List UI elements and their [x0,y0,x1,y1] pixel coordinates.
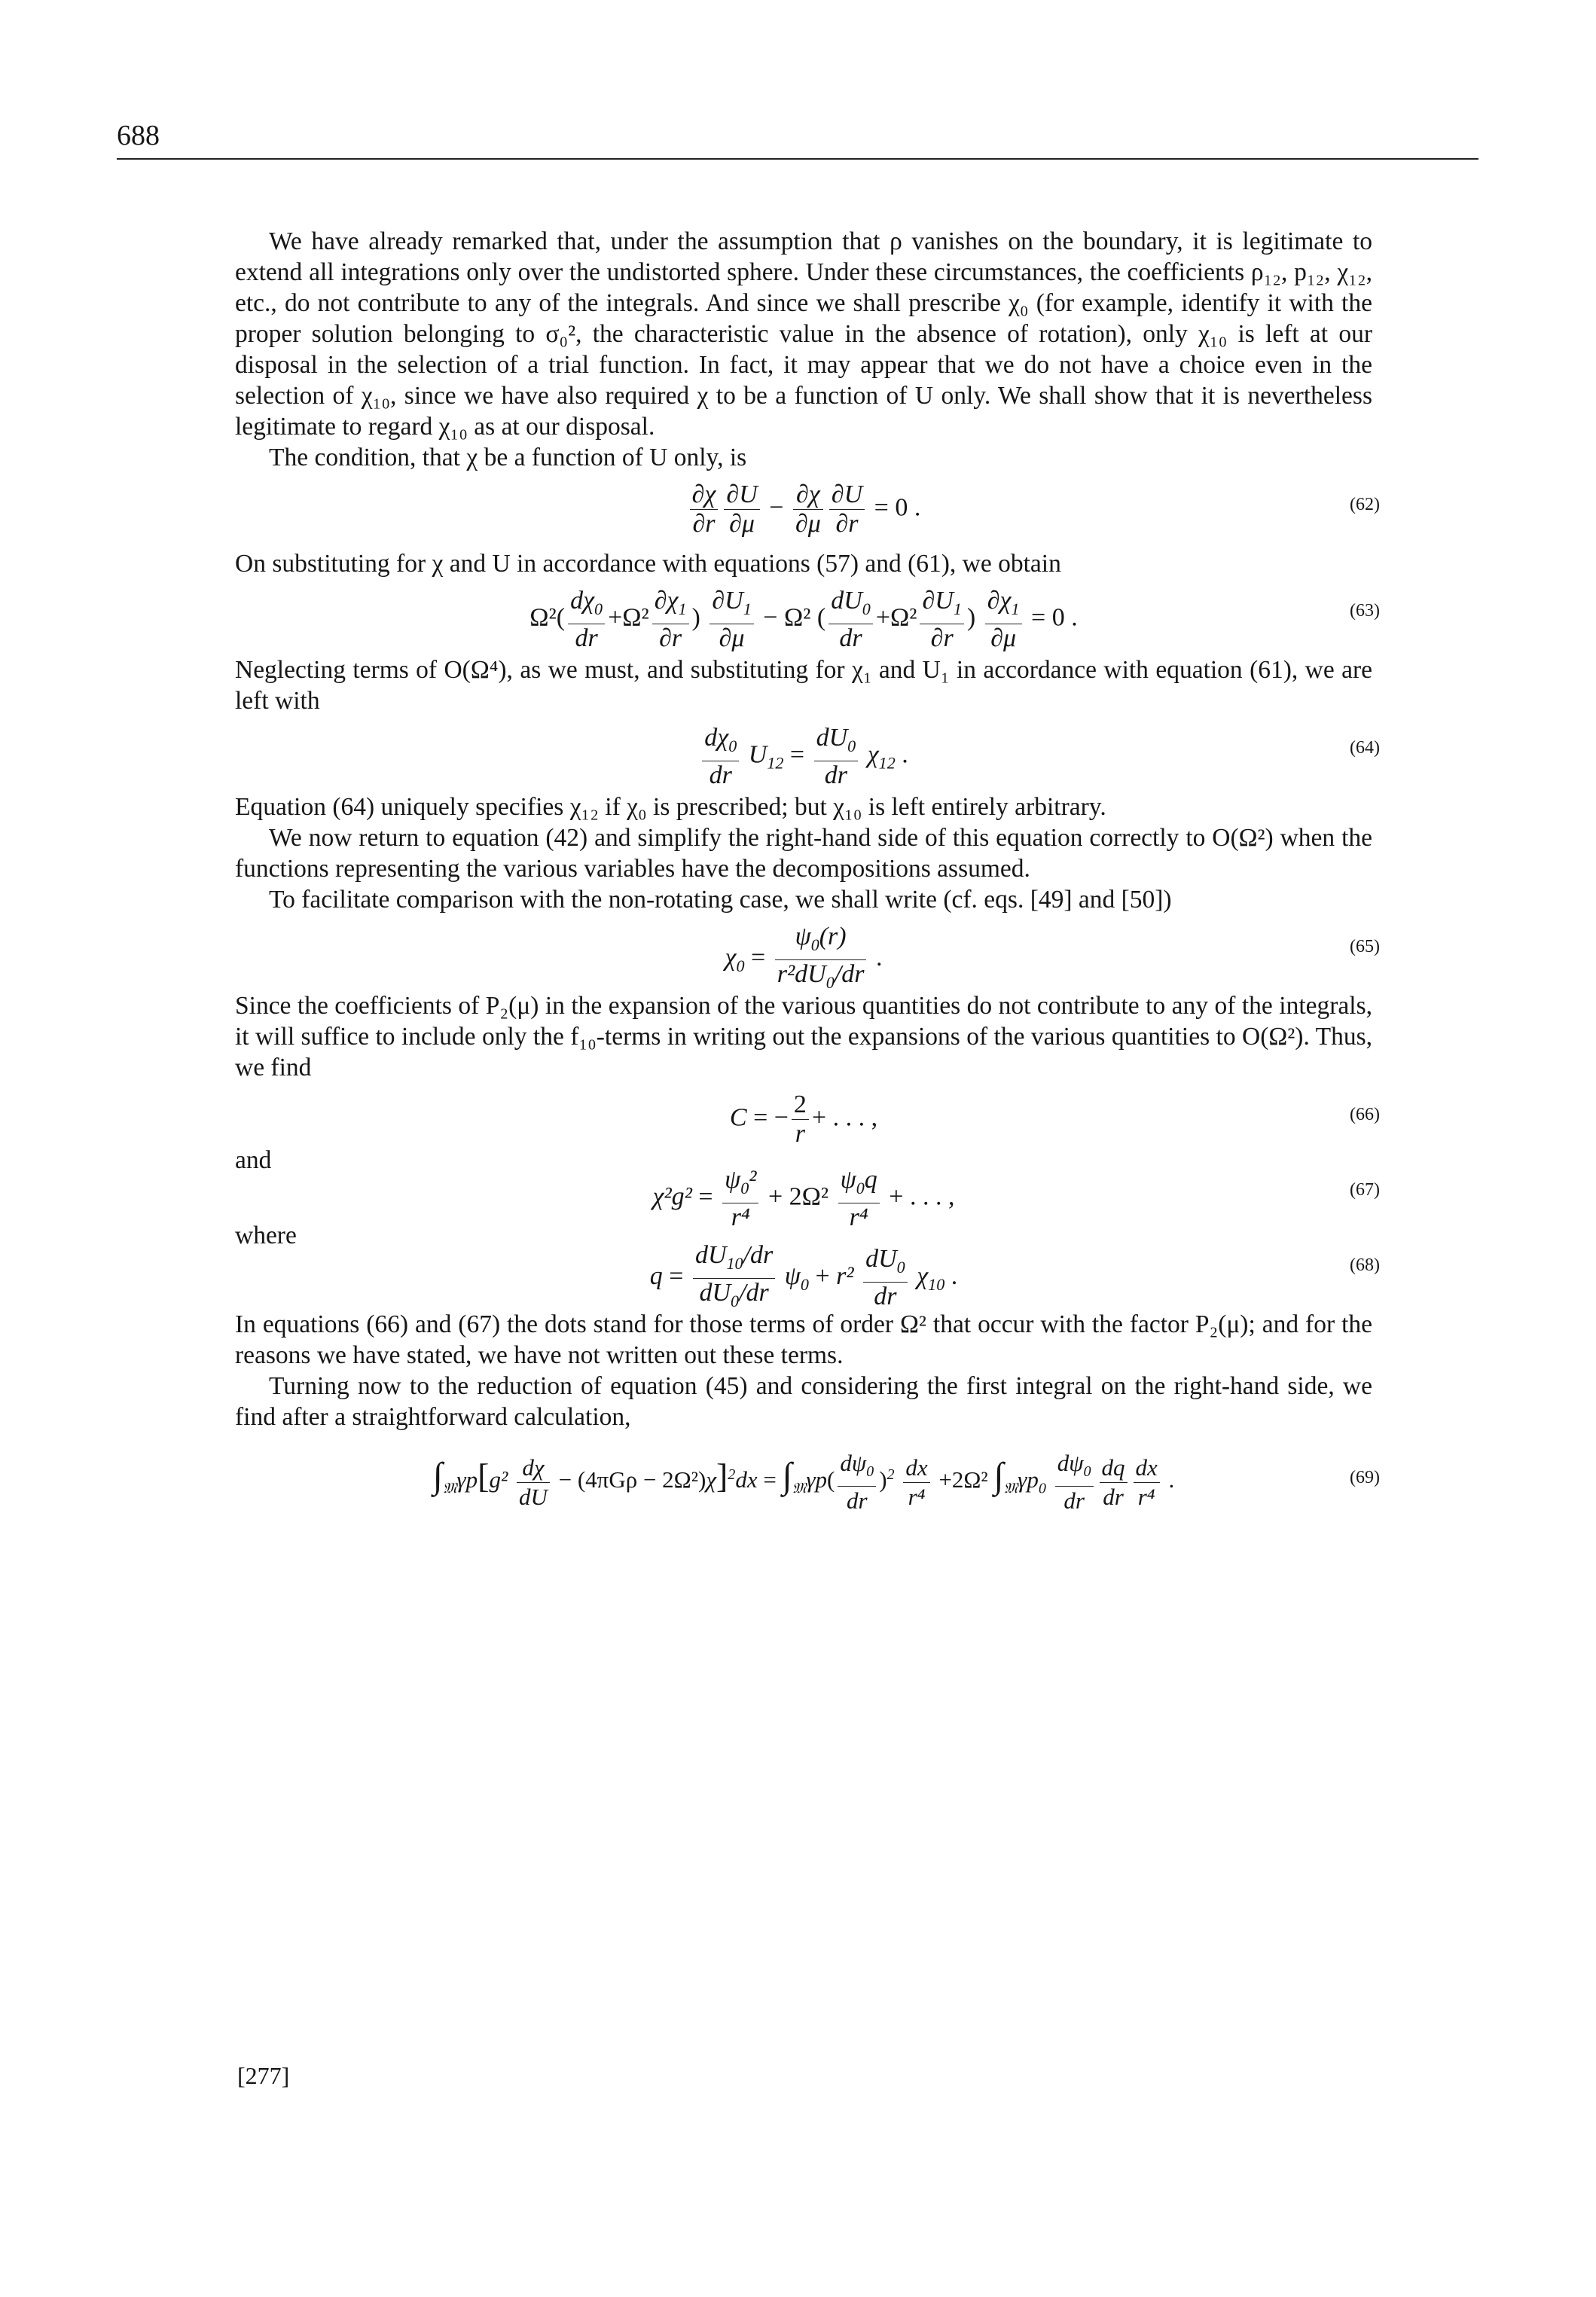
equation-number-65: (65) [1350,937,1380,956]
equation-65: $\chi_0$ = $\frac{\psi_0(r)}{r^2dU_0/dr}$ . (65) [725,923,1380,992]
equation-number-62: (62) [1350,495,1380,514]
equation-number-68: (68) [1350,1255,1380,1275]
equation-number-63: (63) [1350,601,1380,621]
page-body [235,226,1380,1530]
header-rule [117,158,1479,160]
paragraph-3: On substituting for χ and U in accordance with equations (57) and (61), we obtain [235,550,1061,578]
footer-page-label: [277] [237,2062,290,2089]
paragraph-8: Since the coefficients of P₂(μ) in the expansion of the various quantities do not contribute to any of the integrals, it will suffice to include only the f₁₀-terms in writing out the expansions of the various quantities to O(Ω²). Thus, we find [235,992,1372,1081]
equation-64: $\frac{d\chi_0}{dr}$ $U_{12}$ = $\frac{dU_0}{dr}$ $\chi_{12}$ . (64) [235,716,1372,792]
paragraph-4: Neglecting terms of O(Ω⁴), as we must, and substituting for χ₁ and U₁ in accordance with equation (61), we are left with [235,656,1372,715]
equation-63: Ω²( $\frac{d\chi_0}{dr}$ +Ω² $\frac{\partial\chi_1}{\partial r}$ ) $\frac{\partial U_1}{\partial\mu}$ − Ω² ( $\frac{dU_0}{dr}$ +Ω² $\frac{\partial U_1}{\partial r}$ ) $\frac{\partial\chi_1}{\partial\mu}$ = 0 . (63) [529,587,1380,652]
paragraph-5: Equation (64) uniquely specifies χ₁₂ if χ₀ is prescribed; but χ₁₀ is left entirely arbitrary. [235,793,1106,821]
paragraph-1: We have already remarked that, under the assumption that ρ vanishes on the boundary, it is legitimate to extend all integrations only over the undistorted sphere. Under these circumstances, the coefficients ρ₁₂, p₁₂, χ₁₂, etc., do not contribute to any of the integrals. And since we shall prescribe χ₀ (for example, identify it with the proper solution belonging to σ₀², the characteristic value in the absence of rotation), only χ₁₀ is left at our disposal in the selection of a trial function. In fact, it may appear that we do not have a choice even in the selection of χ₁₀, since we have also required χ to be a function of U only. We shall show that it is nevertheless legitimate to regard χ₁₀ as at our disposal. [235,227,1372,441]
equation-number-67: (67) [1350,1180,1380,1200]
equation-number-66: (66) [1350,1105,1380,1124]
page-number: 688 [117,120,160,151]
equation-number-64: (64) [1350,738,1380,758]
label-where: where [235,1222,297,1249]
paragraph-2: The condition, that χ be a function of U only, is [269,444,747,471]
label-and: and [235,1146,272,1174]
paragraph-9: In equations (66) and (67) the dots stand for those terms of order Ω² that occur with the factor P₂(μ); and for the reasons we have stated, we have not written out these terms. [235,1310,1372,1369]
equation-69: $\int_𝔐\gamma p[g^2$ $\frac{d\chi}{dU}$ − $(4\pi G\rho - 2\Omega^2)\chi]^2dx = \int_𝔐\gamma p$( $\frac{d\psi_0}{dr}$ )$^2$ $\frac{dx}{\text{r⁴}}$ +2Ω² $\int_𝔐\gamma p_0$ $\frac{d\psi_0}{dr}$ $\frac{dq}{dr}$ $\frac{dx}{\text{r⁴}}$ . (69) [432,1450,1380,1515]
equation-number-69: (69) [1350,1468,1380,1487]
equation-67: and χ²g² = $\frac{\psi_0^2}{\text{r⁴}}$ + 2Ω² $\frac{\psi_0q}{\text{r⁴}}$ + . . . , (67) [235,1146,1380,1231]
equation-62: $\frac{\partial\chi}{\partial r}$ $\frac{\partial U}{\partial\mu}$ − $\frac{\partial\chi}{\partial\mu}$ $\frac{\partial U}{\partial r}$ = 0 . (62) [235,473,1372,548]
paragraph-10: Turning now to the reduction of equation (45) and considering the first integral on the right-hand side, we find after a straightforward calculation, [235,1372,1372,1431]
paragraph-6: We now return to equation (42) and simplify the right-hand side of this equation correctly to O(Ω²) when the functions representing the various variables have the decompositions assumed. [235,824,1372,883]
equation-68: where q = $\frac{dU_{10}/dr}{dU_0/dr}$ $\psi_0 + r^2$ $\frac{dU_0}{dr}$ $\chi_{10}$ . (68) [235,1222,1380,1311]
equation-66: C = − $\frac{2}{r}$ + . . . , (66) [729,1091,1380,1148]
paragraph-7: To facilitate comparison with the non-rotating case, we shall write (cf. eqs. [49] and [50]) [269,886,1172,914]
